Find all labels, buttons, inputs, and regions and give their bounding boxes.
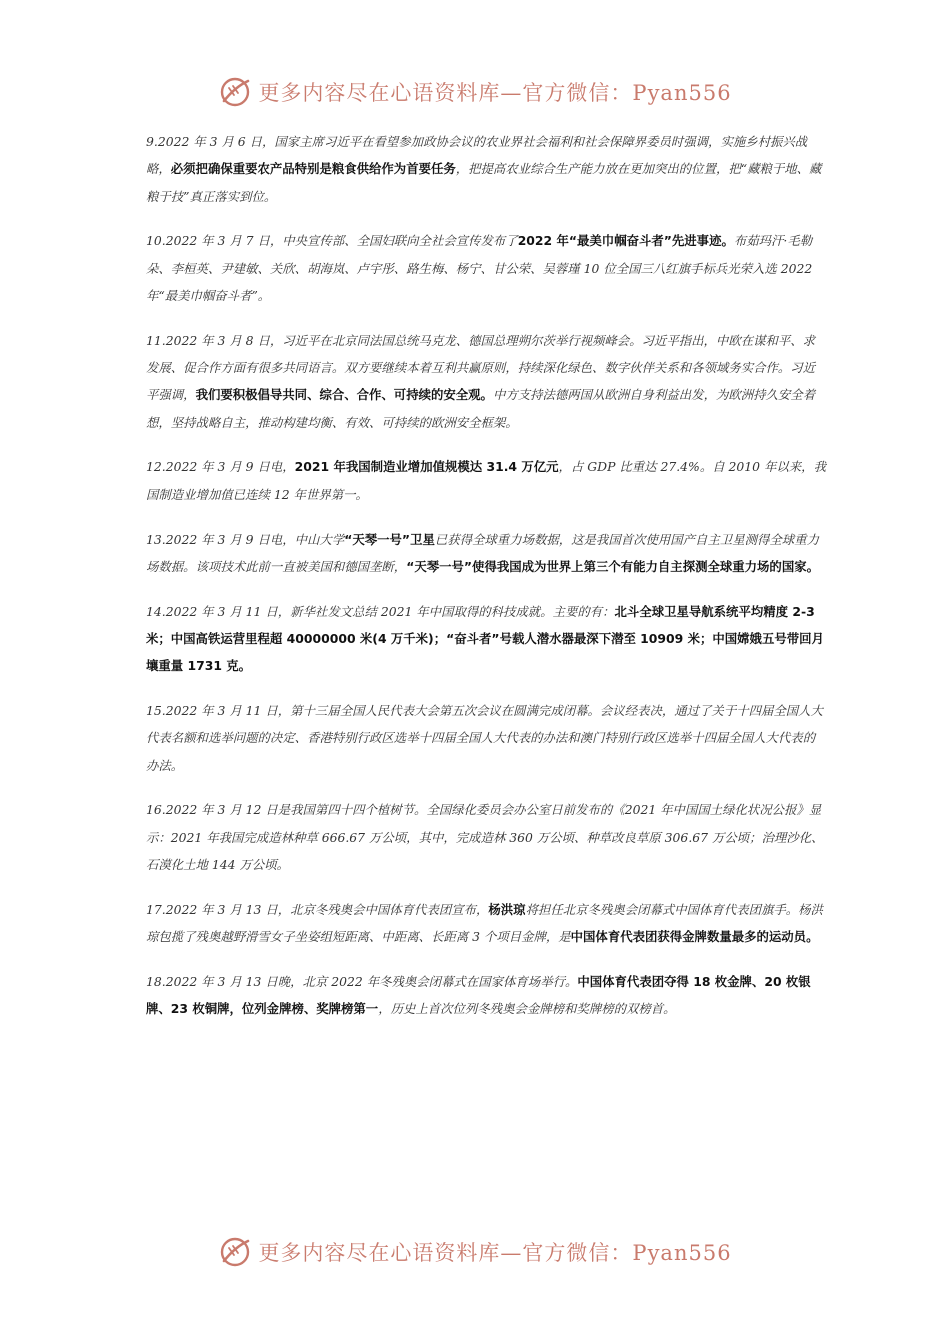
item-text: 中方支持法德两国从欧洲自身利益出发，为欧洲持久安全着想，坚持战略自主，推动构建均衡、有效、可持续的欧洲安全框架。 xyxy=(146,387,816,430)
item-text: ，历史上首次位列冬残奥会金牌榜和奖牌榜的双榜首。 xyxy=(378,1001,676,1017)
list-item xyxy=(146,697,826,779)
item-text: ，占 GDP 比重达 27.4%。自 2010 年以来，我国制造业增加值已连续 12 年世界第一。 xyxy=(146,459,826,502)
item-text: 9.2022 年 3 月 6 日，国家主席习近平在看望参加政协会议的农业界社会福利和社会保障界委员时强调，实施乡村振兴战略， xyxy=(146,134,808,177)
item-bold-text: 北斗全球卫星导航系统平均精度 2-3 米；中国高铁运营里程超 40000000 米(4 万千米)；“奋斗者”号载人潜水器最深下潜至 10909 米；中国嫦娥五号带回月壤重量 1731 克。 xyxy=(146,603,824,674)
item-bold-text: “天琴一号”使得我国成为世界上第三个有能力自主探测全球重力场的国家。 xyxy=(406,558,819,574)
item-bold-text: “天琴一号”卫星 xyxy=(344,531,435,547)
list-item xyxy=(146,128,826,210)
item-text: 14.2022 年 3 月 11 日，新华社发文总结 2021 年中国取得的科技成就。主要的有： xyxy=(146,603,615,619)
header-brand-text: 更多内容尽在心语资料库—官方微信：Pyan556 xyxy=(258,81,732,105)
list-item xyxy=(146,968,826,1023)
brand-logo-icon xyxy=(218,75,252,109)
item-text: 布茹玛汗·毛勒朵、李桓英、尹建敏、关欣、胡海岚、卢宇彤、路生梅、杨宁、甘公荣、吴蓉瑾 10 位全国三八红旗手标兵光荣入选 2022 年“最美巾帼奋斗者”。 xyxy=(146,233,813,303)
item-bold-text: 我们要积极倡导共同、综合、合作、可持续的安全观。 xyxy=(195,387,493,403)
footer-watermark xyxy=(0,1232,950,1272)
item-bold-text: 中国体育代表团获得金牌数量最多的运动员。 xyxy=(570,929,819,945)
brand-logo-icon xyxy=(218,1235,252,1269)
item-text: 15.2022 年 3 月 11 日，第十三届全国人民代表大会第五次会议在圆满完成闭幕。会议经表决，通过了关于十四届全国人大代表名额和选举问题的决定、香港特别行政区选举十四届全国人大代表的办法和澳门特别行政区选举十四届全国人大代表的办法。 xyxy=(146,703,823,773)
item-text: 已获得全球重力场数据，这是我国首次使用国产自主卫星测得全球重力场数据。该项技术此前一直被美国和德国垄断， xyxy=(146,531,819,574)
item-bold-text: 2021 年我国制造业增加值规模达 31.4 万亿元 xyxy=(294,459,559,475)
item-text: 将担任北京冬残奥会闭幕式中国体育代表团旗手。杨洪琼包揽了残奥越野滑雪女子坐姿组短距离、中距离、长距离 3 个项目金牌，是 xyxy=(146,901,823,945)
item-text: 13.2022 年 3 月 9 日电，中山大学 xyxy=(146,531,345,547)
list-item xyxy=(146,327,826,436)
item-bold-text: 中国体育代表团夺得 18 枚金牌、20 枚银牌、23 枚铜牌，位列金牌榜、奖牌榜第一 xyxy=(146,973,811,1017)
list-item xyxy=(146,598,826,680)
item-bold-text: 2022 年“最美巾帼奋斗者”先进事迹。 xyxy=(517,233,734,249)
list-item xyxy=(146,896,826,951)
item-text: ，把提高农业综合生产能力放在更加突出的位置，把“藏粮于地、藏粮于技”真正落实到位。 xyxy=(146,161,822,204)
item-text: 17.2022 年 3 月 13 日，北京冬残奥会中国体育代表团宣布， xyxy=(146,901,489,917)
list-item xyxy=(146,796,826,878)
item-text: 10.2022 年 3 月 7 日，中央宣传部、全国妇联向全社会宣传发布了 xyxy=(146,233,518,249)
news-list xyxy=(146,128,826,1040)
list-item xyxy=(146,526,826,581)
footer-brand-text: 更多内容尽在心语资料库—官方微信：Pyan556 xyxy=(258,1241,732,1265)
item-bold-text: 杨洪琼 xyxy=(488,901,526,917)
list-item xyxy=(146,227,826,309)
list-item xyxy=(146,453,826,508)
item-text: 16.2022 年 3 月 12 日是我国第四十四个植树节。全国绿化委员会办公室日前发布的《2021 年中国国土绿化状况公报》显示：2021 年我国完成造林种草 666.67 万公顷，其中，完成造林 360 万公顷、种草改良草原 306.67 万公顷；治理沙化、石漠化土地 144 万公顷。 xyxy=(146,802,824,873)
item-bold-text: 必须把确保重要农产品特别是粮食供给作为首要任务 xyxy=(170,161,456,177)
item-text: 18.2022 年 3 月 13 日晚，北京 2022 年冬残奥会闭幕式在国家体育场举行。 xyxy=(146,973,578,989)
item-text: 11.2022 年 3 月 8 日，习近平在北京同法国总统马克龙、德国总理朔尔茨举行视频峰会。习近平指出，中欧在谋和平、求发展、促合作方面有很多共同语言。双方要继续本着互利共赢原则，持续深化绿色、数字伙伴关系和各领域务实合作。习近平强调， xyxy=(146,332,816,403)
item-text: 12.2022 年 3 月 9 日电， xyxy=(146,459,295,475)
header-watermark xyxy=(0,72,950,112)
